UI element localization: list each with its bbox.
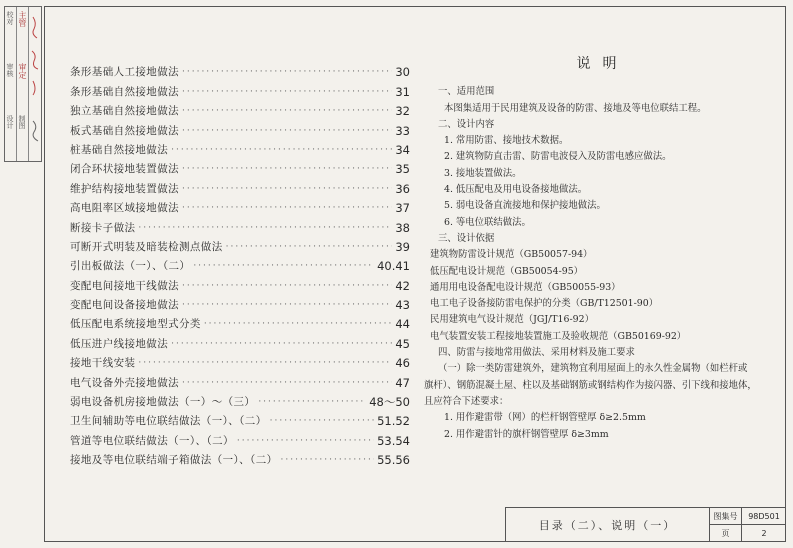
toc-entry — [70, 118, 410, 137]
toc-entry — [70, 196, 410, 215]
toc-entry-title: 低压配电系统接地型式分类 — [70, 318, 201, 331]
toc-entry-title: 电气设备外壳接地做法 — [70, 376, 179, 389]
toc-entry-title: 引出板做法（一）、（二） — [70, 260, 191, 273]
toc-entry-title: 断接卡子做法 — [70, 221, 136, 234]
toc-entry — [70, 312, 410, 331]
toc-entry-page: 35 — [395, 162, 410, 177]
page-label: 页 — [710, 525, 742, 542]
toc-leader-dots — [182, 299, 392, 312]
toc-entry — [70, 390, 410, 409]
toc-leader-dots — [182, 86, 392, 99]
toc-entry-page: 51.52 — [377, 414, 410, 429]
notes-line: 2. 用作避雷针的旗杆钢管壁厚 δ≥3mm — [444, 428, 609, 440]
toc-entry-page: 36 — [395, 181, 410, 196]
toc-entry — [70, 235, 410, 254]
label-design: 设计 — [6, 115, 14, 129]
toc-entry — [70, 409, 410, 428]
toc-leader-dots — [281, 454, 375, 467]
notes-section — [420, 56, 775, 443]
label-proofread: 校对 — [6, 11, 14, 25]
toc-entry-page: 33 — [395, 123, 410, 138]
table-of-contents — [70, 60, 410, 467]
toc-entry-page: 47 — [395, 375, 410, 390]
toc-entry — [70, 157, 410, 176]
toc-leader-dots — [138, 357, 392, 370]
toc-entry-title: 变配电间设备接地做法 — [70, 299, 179, 312]
toc-entry-page: 48～50 — [369, 395, 410, 410]
toc-entry-title: 板式基础自然接地做法 — [70, 124, 179, 137]
toc-entry-title: 接地及等电位联结端子箱做法（一）、（二） — [70, 454, 278, 467]
handwritten-signatures — [30, 11, 42, 159]
toc-entry — [70, 428, 410, 447]
toc-entry-page: 31 — [395, 84, 410, 99]
toc-leader-dots — [182, 202, 392, 215]
notes-title: 说明 — [576, 56, 629, 72]
notes-line: （一）除一类防雷建筑外，建筑物宜利用屋面上的永久性金属物（如栏杆或 — [438, 363, 748, 375]
notes-line: 本图集适用于民用建筑及设备的防雷、接地及等电位联结工程。 — [444, 102, 707, 114]
toc-leader-dots — [182, 66, 392, 79]
toc-entry — [70, 351, 410, 370]
toc-entry-title: 独立基础自然接地做法 — [70, 105, 179, 118]
notes-line: 旗杆）、钢筋混凝土屋、柱以及基础钢筋或钢结构作为接闪器、引下线和接地体， — [424, 379, 757, 391]
toc-leader-dots — [182, 183, 392, 196]
notes-line: 电工电子设备接防雷电保护的分类（GB/T12501-90） — [430, 298, 659, 310]
toc-entry — [70, 273, 410, 292]
title-block — [505, 507, 786, 542]
toc-entry-page: 45 — [395, 336, 410, 351]
toc-entry — [70, 176, 410, 195]
toc-leader-dots — [182, 163, 392, 176]
notes-line: 5. 弱电设备直流接地和保护接地做法。 — [444, 200, 606, 212]
notes-line: 通用用电设备配电设计规范（GB50055-93） — [430, 281, 621, 293]
toc-entry — [70, 370, 410, 389]
toc-entry — [70, 79, 410, 98]
toc-entry-page: 39 — [395, 239, 410, 254]
toc-entry — [70, 331, 410, 350]
toc-entry — [70, 448, 410, 467]
toc-leader-dots — [171, 144, 392, 157]
notes-line: 6. 等电位联结做法。 — [444, 216, 531, 228]
notes-line: 1. 常用防雷、接地技术数据。 — [444, 135, 569, 147]
toc-entry-title: 变配电间接地干线做法 — [70, 279, 179, 292]
notes-line: 2. 建筑物防直击雷、防雷电波侵入及防雷电感应做法。 — [444, 151, 672, 163]
toc-entry-page: 55.56 — [377, 453, 410, 468]
toc-leader-dots — [193, 260, 374, 273]
atlas-number: 98D501 — [742, 508, 786, 525]
toc-leader-dots — [182, 125, 392, 138]
notes-line: 4. 低压配电及用电设备接地做法。 — [444, 184, 588, 196]
toc-leader-dots — [258, 396, 366, 409]
toc-leader-dots — [226, 241, 393, 254]
toc-entry-page: 44 — [395, 317, 410, 332]
toc-leader-dots — [270, 415, 374, 428]
toc-entry — [70, 254, 410, 273]
toc-entry-page: 37 — [395, 201, 410, 216]
toc-entry — [70, 60, 410, 79]
toc-entry-title: 可断开式明装及暗装检测点做法 — [70, 240, 223, 253]
toc-entry-title: 条形基础自然接地做法 — [70, 85, 179, 98]
sheet-name: 目录（二）、说明（一） — [506, 508, 710, 542]
notes-line: 且应符合下述要求： — [424, 395, 509, 407]
notes-line: 三、设计依据 — [438, 232, 495, 244]
notes-line: 3. 接地装置做法。 — [444, 167, 522, 179]
notes-line: 二、设计内容 — [438, 118, 495, 130]
signature-column-1 — [5, 7, 17, 161]
label-approve: 审定 — [18, 63, 27, 79]
notes-line: 一、适用范围 — [438, 86, 495, 98]
notes-line: 民用建筑电气设计规范（JGJ/T16-92） — [430, 314, 594, 326]
atlas-number-label: 图集号 — [710, 508, 742, 525]
label-review: 审核 — [6, 63, 14, 77]
toc-entry-page: 53.54 — [377, 433, 410, 448]
toc-leader-dots — [182, 377, 392, 390]
signature-strip — [4, 6, 42, 162]
toc-entry — [70, 99, 410, 118]
label-drafting: 制图 — [18, 115, 26, 129]
toc-leader-dots — [138, 222, 392, 235]
notes-line: 四、防雷与接地常用做法、采用材料及施工要求 — [438, 347, 635, 359]
toc-entry-title: 条形基础人工接地做法 — [70, 66, 179, 79]
toc-entry-page: 38 — [395, 220, 410, 235]
notes-line: 低压配电设计规范（GB50054-95） — [430, 265, 584, 277]
toc-leader-dots — [182, 280, 392, 293]
toc-entry-page: 32 — [395, 104, 410, 119]
toc-leader-dots — [171, 338, 392, 351]
toc-entry-title: 闭合环状接地装置做法 — [70, 163, 179, 176]
toc-entry-title: 高电阻率区域接地做法 — [70, 202, 179, 215]
toc-entry-title: 管道等电位联结做法（一）、（二） — [70, 434, 234, 447]
notes-line: 1. 用作避雷带（网）的栏杆钢管壁厚 δ≥2.5mm — [444, 412, 646, 424]
label-supervisor: 主管 — [18, 11, 27, 27]
toc-entry-title: 接地干线安装 — [70, 357, 136, 370]
toc-entry-title: 弱电设备机房接地做法（一）～（三） — [70, 396, 256, 409]
toc-entry-page: 43 — [395, 298, 410, 313]
toc-entry-page: 30 — [395, 65, 410, 80]
toc-entry-title: 维护结构接地装置做法 — [70, 182, 179, 195]
page-number: 2 — [761, 529, 767, 538]
signature-column-2 — [17, 7, 29, 161]
toc-entry-page: 46 — [395, 356, 410, 371]
toc-entry — [70, 138, 410, 157]
toc-leader-dots — [204, 318, 393, 331]
notes-line: 建筑物防雷设计规范（GB50057-94） — [430, 249, 593, 261]
toc-entry-page: 42 — [395, 278, 410, 293]
toc-entry-page: 34 — [395, 142, 410, 157]
toc-entry-title: 低压进户线接地做法 — [70, 337, 169, 350]
toc-entry — [70, 215, 410, 234]
toc-leader-dots — [182, 105, 392, 118]
toc-leader-dots — [237, 435, 374, 448]
toc-entry-page: 40.41 — [377, 259, 410, 274]
toc-entry-title: 卫生间辅助等电位联结做法（一）、（二） — [70, 415, 267, 428]
notes-line: 电气装置安装工程接地装置施工及验收规范（GB50169-92） — [430, 330, 687, 342]
toc-entry-title: 桩基础自然接地做法 — [70, 143, 169, 156]
toc-entry — [70, 293, 410, 312]
notes-lines — [420, 84, 775, 443]
